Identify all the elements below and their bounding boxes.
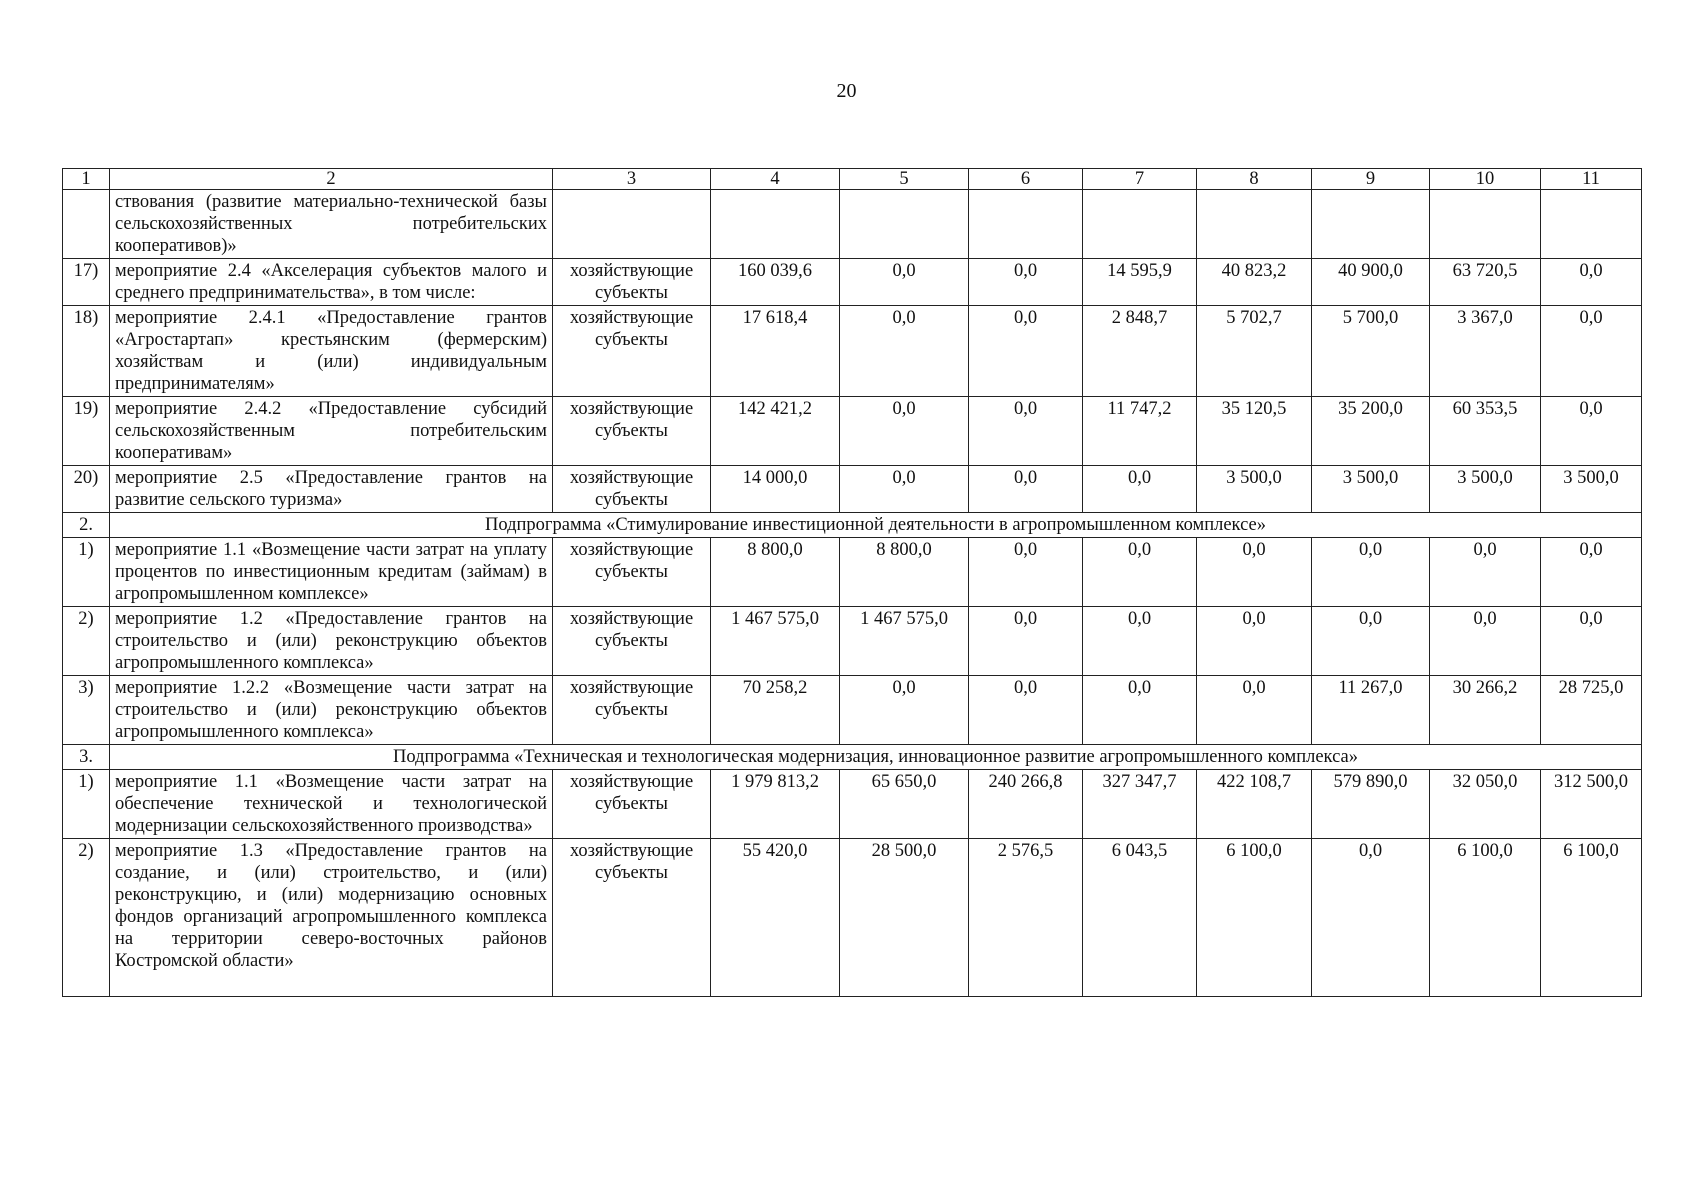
row-number-cell: 2) bbox=[63, 839, 110, 997]
row-number-cell: 19) bbox=[63, 397, 110, 466]
value-cell: 11 267,0 bbox=[1312, 676, 1430, 745]
value-cell bbox=[1083, 190, 1197, 259]
value-cell: 2 576,5 bbox=[969, 839, 1083, 997]
row-number-cell: 1) bbox=[63, 770, 110, 839]
header-cell: 8 bbox=[1197, 169, 1312, 190]
description-cell: мероприятие 2.4.2 «Предоставление субсидий сельскохозяйственным потребительским кооперативам» bbox=[110, 397, 553, 466]
table-row bbox=[63, 397, 1642, 466]
table-row bbox=[63, 770, 1642, 839]
header-cell: 6 bbox=[969, 169, 1083, 190]
row-number-cell bbox=[63, 190, 110, 259]
description-cell: мероприятие 1.2.2 «Возмещение части затрат на строительство и (или) реконструкцию объектов агропромышленного комплекса» bbox=[110, 676, 553, 745]
header-cell: 4 bbox=[711, 169, 840, 190]
value-cell: 0,0 bbox=[1083, 676, 1197, 745]
value-cell: 17 618,4 bbox=[711, 306, 840, 397]
description-cell: мероприятие 2.4.1 «Предоставление грантов «Агростартап» крестьянским (фермерским) хозяйствам и (или) индивидуальным предпринимателям» bbox=[110, 306, 553, 397]
value-cell: 0,0 bbox=[1083, 538, 1197, 607]
description-cell: мероприятие 1.1 «Возмещение части затрат на обеспечение технической и технологической модернизации сельскохозяйственного производства» bbox=[110, 770, 553, 839]
table-row bbox=[63, 259, 1642, 306]
executor-cell: хозяйствующие субъекты bbox=[553, 607, 711, 676]
value-cell: 0,0 bbox=[840, 466, 969, 513]
value-cell: 5 702,7 bbox=[1197, 306, 1312, 397]
executor-cell: хозяйствующие субъекты bbox=[553, 839, 711, 997]
value-cell: 0,0 bbox=[1197, 676, 1312, 745]
value-cell: 3 500,0 bbox=[1430, 466, 1541, 513]
budget-table bbox=[62, 168, 1642, 997]
value-cell: 0,0 bbox=[1197, 607, 1312, 676]
value-cell: 0,0 bbox=[1083, 466, 1197, 513]
header-cell: 1 bbox=[63, 169, 110, 190]
value-cell: 3 500,0 bbox=[1312, 466, 1430, 513]
value-cell: 0,0 bbox=[840, 676, 969, 745]
value-cell bbox=[1541, 190, 1642, 259]
value-cell: 14 000,0 bbox=[711, 466, 840, 513]
description-cell: мероприятие 1.1 «Возмещение части затрат на уплату процентов по инвестиционным кредитам (займам) в агропромышленном комплексе» bbox=[110, 538, 553, 607]
executor-cell bbox=[553, 190, 711, 259]
value-cell bbox=[711, 190, 840, 259]
value-cell: 0,0 bbox=[1541, 538, 1642, 607]
value-cell: 3 500,0 bbox=[1541, 466, 1642, 513]
value-cell: 6 043,5 bbox=[1083, 839, 1197, 997]
value-cell: 142 421,2 bbox=[711, 397, 840, 466]
value-cell: 0,0 bbox=[840, 259, 969, 306]
value-cell: 6 100,0 bbox=[1541, 839, 1642, 997]
row-number-cell: 2) bbox=[63, 607, 110, 676]
value-cell: 327 347,7 bbox=[1083, 770, 1197, 839]
table-row bbox=[63, 538, 1642, 607]
value-cell bbox=[1312, 190, 1430, 259]
value-cell bbox=[840, 190, 969, 259]
value-cell: 0,0 bbox=[969, 466, 1083, 513]
value-cell: 0,0 bbox=[969, 607, 1083, 676]
value-cell bbox=[969, 190, 1083, 259]
value-cell: 0,0 bbox=[1541, 306, 1642, 397]
value-cell: 0,0 bbox=[969, 676, 1083, 745]
page-number: 20 bbox=[836, 80, 857, 102]
value-cell: 0,0 bbox=[1541, 607, 1642, 676]
value-cell: 0,0 bbox=[1541, 397, 1642, 466]
value-cell: 30 266,2 bbox=[1430, 676, 1541, 745]
value-cell: 0,0 bbox=[1197, 538, 1312, 607]
value-cell: 0,0 bbox=[1430, 607, 1541, 676]
description-cell: ствования (развитие материально-технической базы сельскохозяйственных потребительских кооперативов)» bbox=[110, 190, 553, 259]
value-cell: 32 050,0 bbox=[1430, 770, 1541, 839]
value-cell: 63 720,5 bbox=[1430, 259, 1541, 306]
executor-cell: хозяйствующие субъекты bbox=[553, 770, 711, 839]
header-cell: 7 bbox=[1083, 169, 1197, 190]
value-cell: 0,0 bbox=[1430, 538, 1541, 607]
value-cell: 0,0 bbox=[1541, 259, 1642, 306]
value-cell: 1 979 813,2 bbox=[711, 770, 840, 839]
executor-cell: хозяйствующие субъекты bbox=[553, 538, 711, 607]
value-cell: 70 258,2 bbox=[711, 676, 840, 745]
value-cell: 2 848,7 bbox=[1083, 306, 1197, 397]
value-cell: 35 200,0 bbox=[1312, 397, 1430, 466]
rows-group-b bbox=[63, 538, 1642, 745]
value-cell: 0,0 bbox=[1083, 607, 1197, 676]
value-cell: 0,0 bbox=[1312, 607, 1430, 676]
value-cell: 6 100,0 bbox=[1197, 839, 1312, 997]
subprogram-title: Подпрограмма «Техническая и технологическая модернизация, инновационное развитие агропромышленного комплекса» bbox=[110, 745, 1642, 770]
value-cell: 0,0 bbox=[840, 397, 969, 466]
value-cell: 65 650,0 bbox=[840, 770, 969, 839]
table-row bbox=[63, 676, 1642, 745]
header-cell: 10 bbox=[1430, 169, 1541, 190]
value-cell: 5 700,0 bbox=[1312, 306, 1430, 397]
value-cell: 8 800,0 bbox=[840, 538, 969, 607]
header-cell: 5 bbox=[840, 169, 969, 190]
value-cell: 35 120,5 bbox=[1197, 397, 1312, 466]
value-cell: 60 353,5 bbox=[1430, 397, 1541, 466]
header-cell: 2 bbox=[110, 169, 553, 190]
executor-cell: хозяйствующие субъекты bbox=[553, 397, 711, 466]
row-number-cell: 20) bbox=[63, 466, 110, 513]
value-cell: 0,0 bbox=[840, 306, 969, 397]
executor-cell: хозяйствующие субъекты bbox=[553, 259, 711, 306]
value-cell: 0,0 bbox=[969, 259, 1083, 306]
value-cell: 0,0 bbox=[969, 397, 1083, 466]
executor-cell: хозяйствующие субъекты bbox=[553, 306, 711, 397]
description-cell: мероприятие 1.3 «Предоставление грантов на создание, и (или) строительство, и (или) реконструкцию, и (или) модернизацию основных фондов организаций агропромышленного комплекса на территории северо-восточных районов Костромской области» bbox=[110, 839, 553, 997]
value-cell: 28 725,0 bbox=[1541, 676, 1642, 745]
value-cell: 14 595,9 bbox=[1083, 259, 1197, 306]
value-cell bbox=[1197, 190, 1312, 259]
value-cell: 0,0 bbox=[1312, 839, 1430, 997]
table-row bbox=[63, 190, 1642, 259]
value-cell: 240 266,8 bbox=[969, 770, 1083, 839]
value-cell: 422 108,7 bbox=[1197, 770, 1312, 839]
header-cell: 3 bbox=[553, 169, 711, 190]
subprogram-number: 2. bbox=[63, 513, 110, 538]
header-cell: 11 bbox=[1541, 169, 1642, 190]
header-cell: 9 bbox=[1312, 169, 1430, 190]
value-cell: 40 900,0 bbox=[1312, 259, 1430, 306]
header-row bbox=[63, 169, 1642, 190]
row-number-cell: 3) bbox=[63, 676, 110, 745]
value-cell: 1 467 575,0 bbox=[840, 607, 969, 676]
rows-group-c bbox=[63, 770, 1642, 997]
subprogram-row bbox=[63, 513, 1642, 538]
value-cell: 3 500,0 bbox=[1197, 466, 1312, 513]
value-cell: 160 039,6 bbox=[711, 259, 840, 306]
row-number-cell: 1) bbox=[63, 538, 110, 607]
value-cell: 579 890,0 bbox=[1312, 770, 1430, 839]
row-number-cell: 18) bbox=[63, 306, 110, 397]
executor-cell: хозяйствующие субъекты bbox=[553, 466, 711, 513]
subprogram-title: Подпрограмма «Стимулирование инвестиционной деятельности в агропромышленном комплексе» bbox=[110, 513, 1642, 538]
value-cell: 0,0 bbox=[969, 538, 1083, 607]
value-cell: 6 100,0 bbox=[1430, 839, 1541, 997]
executor-cell: хозяйствующие субъекты bbox=[553, 676, 711, 745]
row-number-cell: 17) bbox=[63, 259, 110, 306]
value-cell: 0,0 bbox=[969, 306, 1083, 397]
table-row bbox=[63, 839, 1642, 997]
value-cell: 0,0 bbox=[1312, 538, 1430, 607]
description-cell: мероприятие 2.4 «Акселерация субъектов малого и среднего предпринимательства», в том числе: bbox=[110, 259, 553, 306]
value-cell: 312 500,0 bbox=[1541, 770, 1642, 839]
subprogram-row bbox=[63, 745, 1642, 770]
table-row bbox=[63, 466, 1642, 513]
table-row bbox=[63, 306, 1642, 397]
description-cell: мероприятие 1.2 «Предоставление грантов на строительство и (или) реконструкцию объектов агропромышленного комплекса» bbox=[110, 607, 553, 676]
table-row bbox=[63, 607, 1642, 676]
description-cell: мероприятие 2.5 «Предоставление грантов на развитие сельского туризма» bbox=[110, 466, 553, 513]
value-cell bbox=[1430, 190, 1541, 259]
value-cell: 55 420,0 bbox=[711, 839, 840, 997]
value-cell: 11 747,2 bbox=[1083, 397, 1197, 466]
value-cell: 8 800,0 bbox=[711, 538, 840, 607]
value-cell: 28 500,0 bbox=[840, 839, 969, 997]
value-cell: 40 823,2 bbox=[1197, 259, 1312, 306]
value-cell: 3 367,0 bbox=[1430, 306, 1541, 397]
subprogram-number: 3. bbox=[63, 745, 110, 770]
rows-group-a bbox=[63, 259, 1642, 513]
value-cell: 1 467 575,0 bbox=[711, 607, 840, 676]
